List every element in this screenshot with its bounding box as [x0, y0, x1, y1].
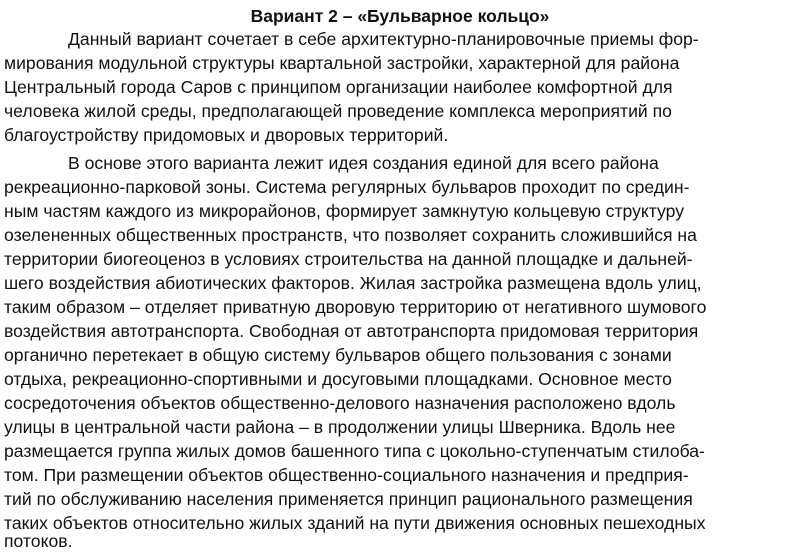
paragraph-2-line-1: В основе этого варианта лежит идея создания единой для всего района: [68, 153, 659, 173]
paragraph-2-line-8: воздействия автотранспорта. Свободная от автотранспорта придомовая территория: [4, 321, 699, 341]
paragraph-2-line-16: таких объектов относительно жилых зданий на пути движения основных пешеходных: [4, 513, 706, 533]
paragraph-2-line-14: том. При размещении объектов общественно-социального назначения и предприя-: [4, 465, 689, 485]
paragraph-2-line-13: размещается группа жилых домов башенного типа с цокольно-ступенчатым стилоба-: [4, 441, 705, 461]
paragraph-1-line-3: Центральный города Саров с принципом организации наиболее комфортной для: [4, 77, 673, 97]
paragraph-2-line-5: территории биогеоценоз в условиях строительства на данной площадке и дальней-: [4, 249, 693, 269]
paragraph-1-line-4: человека жилой среды, предполагающей проведение комплекса мероприятий по: [4, 101, 672, 121]
paragraph-2-line-2: рекреационно-парковой зоны. Система регулярных бульваров проходит по средин-: [4, 177, 690, 197]
paragraph-2-line-3: ным частям каждого из микрорайонов, формирует замкнутую кольцевую структуру: [4, 201, 685, 221]
paragraph-2-line-15: тий по обслуживанию населения применяется принцип рационального размещения: [4, 489, 693, 509]
paragraph-2-line-11: сосредоточения объектов общественно-делового назначения расположено вдоль: [4, 393, 676, 413]
paragraph-2-line-7: таким образом – отделяет приватную дворовую территорию от негативного шумового: [4, 297, 707, 317]
paragraph-2-line-17: потоков.: [4, 531, 73, 551]
paragraph-2-line-12: улицы в центральной части района – в продолжении улицы Шверника. Вдоль нее: [4, 417, 676, 437]
paragraph-1-line-2: мирования модульной структуры квартальной застройки, характерной для района: [4, 53, 680, 73]
paragraph-1-line-5: благоустройству придомовых и дворовых территорий.: [4, 125, 449, 145]
document-title: Вариант 2 – «Бульварное кольцо»: [250, 6, 550, 26]
paragraph-2-line-9: органично перетекает в общую систему бульваров общего пользования с зонами: [4, 345, 672, 365]
paragraph-2-line-6: шего воздействия абиотических факторов. Жилая застройка размещена вдоль улиц,: [4, 273, 702, 293]
paragraph-2-line-10: отдыха, рекреационно-спортивными и досуговыми площадками. Основное место: [4, 369, 672, 389]
paragraph-1-line-1: Данный вариант сочетает в себе архитектурно-планировочные приемы фор-: [68, 29, 699, 49]
paragraph-2-line-4: озелененных общественных пространств, что позволяет сохранить сложившийся на: [4, 225, 697, 245]
